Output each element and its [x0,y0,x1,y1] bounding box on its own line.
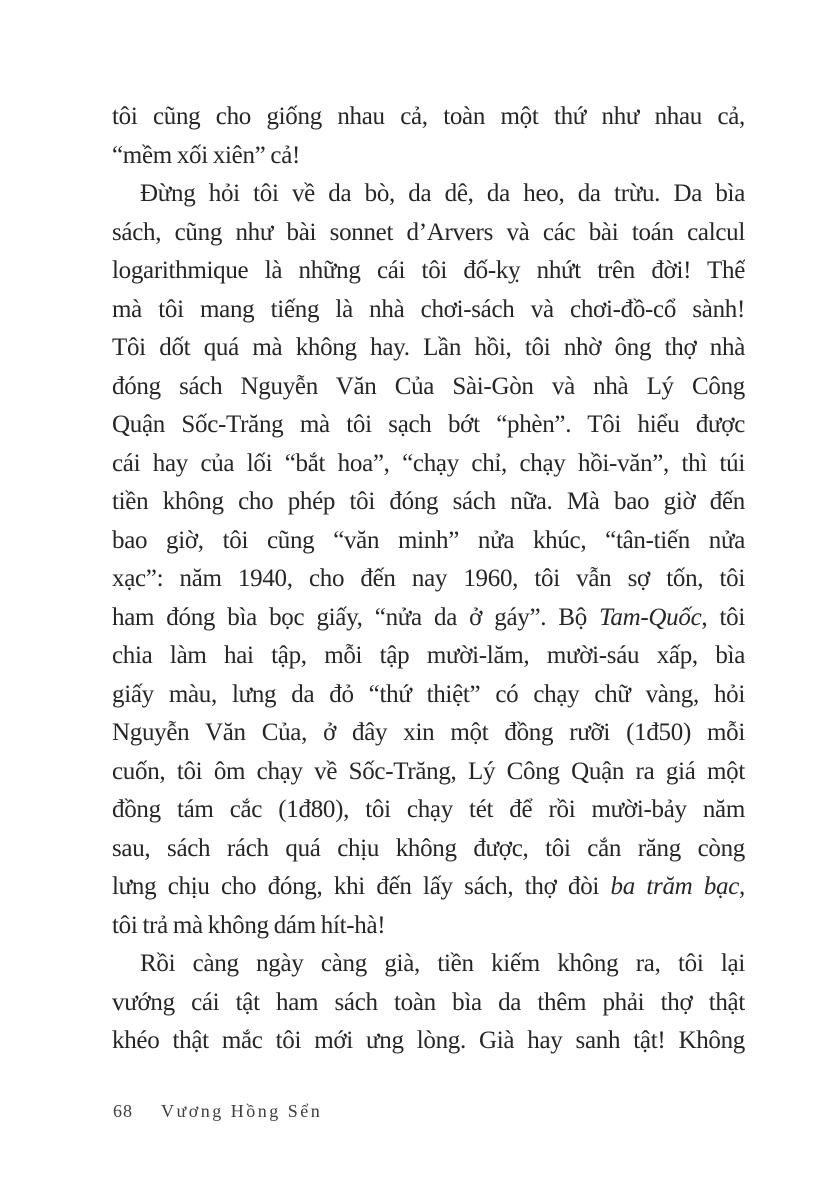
text-line [112,984,745,1023]
italic-text-run: ba trăm bạc, [610,873,745,900]
text-run: cuốn, tôi ôm chạy về Sốc-Trăng, Lý Công Quận ra giá một [112,757,745,785]
text-line [112,714,745,753]
text-run: sách, cũng như bài sonnet d’Arvers và các bài toán calcul [112,218,745,246]
running-title: Vương Hồng Sển [161,1101,323,1121]
text-line [112,291,745,330]
text-run: Tôi dốt quá mà không hay. Lần hồi, tôi nhờ ông thợ nhà [112,334,745,361]
page-number: 68 [113,1101,133,1121]
text-run: sau, sách rách quá chịu không được, tôi cắn răng còng [112,834,745,862]
text-line [112,830,745,869]
text-line [112,868,745,907]
text-run: bao giờ, tôi cũng “văn minh” nửa khúc, “tân-tiến nửa [112,526,745,554]
text-run: đồng tám cắc (1đ80), tôi chạy tét để rồi mười-bảy năm [112,796,745,823]
text-line [112,329,745,368]
text-line [112,599,745,638]
text-line [112,791,745,830]
text-run: giấy màu, lưng da đỏ “thứ thiệt” có chạy chữ vàng, hỏi [112,680,745,708]
text-run: đóng sách Nguyễn Văn Của Sài-Gòn và nhà Lý Công [112,372,745,400]
text-run: Đừng hỏi tôi về da bò, da dê, da heo, da trừu. Da bìa [140,180,745,207]
text-line [112,522,745,561]
text-line [112,252,745,291]
text-line [112,945,745,984]
text-run: ham đóng bìa bọc giấy, “nửa da ở gáy”. Bộ [112,603,600,631]
text-line [112,406,745,445]
text-run: tôi cũng cho giống nhau cả, toàn một thứ như nhau cả, [112,103,745,130]
text-line [112,1022,745,1061]
text-run: , tôi [701,603,745,631]
text-line [112,368,745,407]
text-block [112,98,745,1061]
text-run: Rồi càng ngày càng già, tiền kiếm không ra, tôi lại [140,950,745,977]
text-line [112,637,745,676]
text-run: Quận Sốc-Trăng mà tôi sạch bớt “phèn”. Tôi hiểu được [112,411,745,438]
italic-text-run: Tam-Quốc [599,603,702,631]
text-run: Nguyễn Văn Của, ở đây xin một đồng rưỡi (1đ50) mỗi [112,719,745,746]
text-run: mà tôi mang tiếng là nhà chơi-sách và chơi-đồ-cổ sành! [112,295,745,323]
text-line [112,560,745,599]
text-run: khéo thật mắc tôi mới ưng lòng. Già hay sanh tật! Không [112,1027,745,1054]
text-run: tiền không cho phép tôi đóng sách nữa. Mà bao giờ đến [112,488,745,515]
text-line [112,483,745,522]
text-run: cái hay của lối “bắt hoa”, “chạy chỉ, chạy hồi-văn”, thì túi [112,449,745,477]
text-line [112,175,745,214]
text-line [112,445,745,484]
text-run: vướng cái tật ham sách toàn bìa da thêm phải thợ thật [112,988,745,1016]
text-line [112,214,745,253]
text-line [112,137,745,176]
text-line [112,907,745,946]
text-line [112,753,745,792]
text-run: lưng chịu cho đóng, khi đến lấy sách, thợ đòi [112,873,611,900]
text-run: chia làm hai tập, mỗi tập mười-lăm, mười-sáu xấp, bìa [112,642,745,669]
text-run: tôi trả mà không dám hít-hà! [112,911,386,939]
text-run: logarithmique là những cái tôi đố-kỵ nhứt trên đời! Thế [112,257,745,284]
text-line [112,676,745,715]
text-line [112,98,745,137]
page-footer [113,1100,322,1122]
text-run: xạc”: năm 1940, cho đến nay 1960, tôi vẫn sợ tốn, tôi [112,565,745,592]
text-run: “mềm xối xiên” cả! [112,141,301,169]
